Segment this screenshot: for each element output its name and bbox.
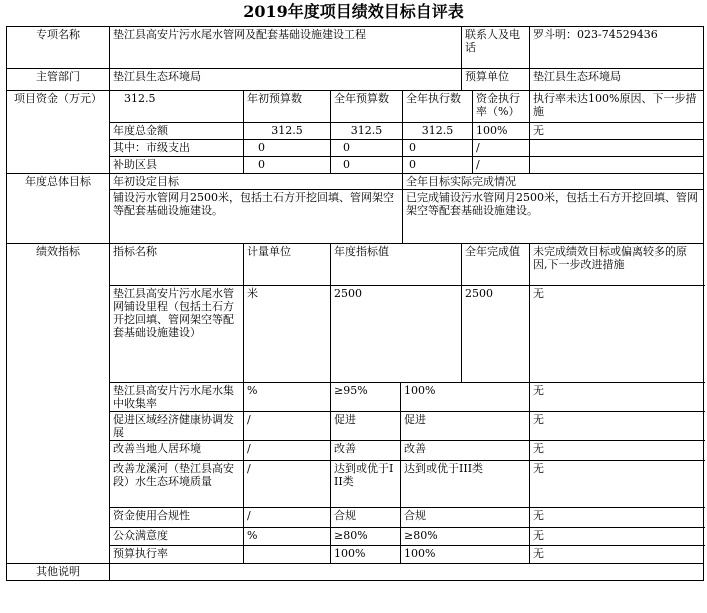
indicator-name: 垫江县高安片污水尾水集中收集率 — [110, 383, 244, 412]
indicator-name: 改善龙溪河（垫江县高安段）水生态环境质量 — [110, 461, 244, 508]
indicator-unit: / — [244, 461, 331, 508]
indicator-target: 2500 — [331, 286, 462, 383]
dept-value: 垫江县生态环境局 — [110, 69, 462, 91]
project-name: 垫江县高安片污水尾水管网及配套基础设施建设工程 — [110, 27, 462, 69]
indicator-done: 100% — [401, 546, 530, 564]
indicator-unit: 米 — [244, 286, 331, 383]
budget-unit-label: 预算单位 — [462, 69, 530, 91]
perf-label: 绩效指标 — [7, 244, 110, 564]
indicator-reason: 无 — [530, 508, 704, 528]
funds-rate: / — [473, 157, 530, 174]
indicator-target: 促进 — [331, 412, 401, 441]
header-indicator-name: 指标名称 — [110, 244, 244, 286]
goals-label: 年度总体目标 — [7, 174, 110, 244]
funds-row — [7, 140, 704, 157]
contact-label: 联系人及电话 — [462, 27, 530, 69]
indicator-done: 合规 — [401, 508, 530, 528]
funds-rate: 100% — [473, 123, 530, 140]
indicator-reason: 无 — [530, 383, 704, 412]
indicator-reason: 无 — [530, 528, 704, 546]
funds-rate: / — [473, 140, 530, 157]
funds-reason — [530, 157, 704, 174]
funds-row — [7, 123, 704, 140]
indicator-reason: 无 — [530, 546, 704, 564]
dept-label: 主管部门 — [7, 69, 110, 91]
indicator-done: 达到或优于III类 — [401, 461, 530, 508]
indicator-name: 促进区域经济健康协调发展 — [110, 412, 244, 441]
other-value — [110, 564, 704, 581]
funds-top-value: 312.5 — [110, 91, 244, 123]
goals-actual-label: 全年目标实际完成情况 — [403, 174, 704, 190]
contact-value: 罗斗明：023-74529436 — [530, 27, 704, 69]
indicator-unit — [244, 546, 331, 564]
indicator-reason: 无 — [530, 286, 704, 383]
indicator-unit: / — [244, 508, 331, 528]
goals-actual-value: 已完成铺设污水管网月2500米，包括土石方开挖回填、管网架空等配套基础设施建设。 — [403, 190, 704, 244]
indicator-target: 达到或优于III类 — [331, 461, 401, 508]
funds-initial: 0 — [244, 157, 331, 174]
evaluation-table — [6, 26, 704, 581]
indicator-target: 改善 — [331, 441, 401, 461]
header-executed: 全年执行数 — [403, 91, 473, 123]
indicator-target: ≥80% — [331, 528, 401, 546]
indicator-row — [7, 461, 704, 508]
header-initial-budget: 年初预算数 — [244, 91, 331, 123]
indicator-done: 改善 — [401, 441, 530, 461]
funds-row-label: 补助区县 — [110, 157, 244, 174]
indicator-row — [7, 412, 704, 441]
funds-annual: 0 — [331, 157, 403, 174]
indicator-target: ≥95% — [331, 383, 401, 412]
project-name-label: 专项名称 — [7, 27, 110, 69]
funds-label: 项目资金（万元） — [7, 91, 110, 174]
indicator-name: 垫江县高安片污水尾水管网铺设里程（包括土石方开挖回填、管网架空等配套基础设施建设） — [110, 286, 244, 383]
indicator-reason: 无 — [530, 441, 704, 461]
funds-initial: 0 — [244, 140, 331, 157]
indicator-done: 100% — [401, 383, 530, 412]
funds-row-label: 其中：市级支出 — [110, 140, 244, 157]
funds-annual: 0 — [331, 140, 403, 157]
funds-row — [7, 157, 704, 174]
funds-initial: 312.5 — [244, 123, 331, 140]
funds-reason — [530, 140, 704, 157]
indicator-name: 预算执行率 — [110, 546, 244, 564]
indicator-unit: / — [244, 412, 331, 441]
header-annual-budget: 全年预算数 — [331, 91, 403, 123]
funds-executed: 0 — [403, 140, 473, 157]
indicator-done: ≥80% — [401, 528, 530, 546]
funds-reason: 无 — [530, 123, 704, 140]
indicator-unit: % — [244, 383, 331, 412]
other-label: 其他说明 — [7, 564, 110, 581]
header-exec-rate: 资金执行率（%） — [473, 91, 530, 123]
indicator-row — [7, 383, 704, 412]
indicator-unit: % — [244, 528, 331, 546]
indicator-row — [7, 508, 704, 528]
indicator-reason: 无 — [530, 412, 704, 441]
funds-executed: 0 — [403, 157, 473, 174]
funds-executed: 312.5 — [403, 123, 473, 140]
indicator-target: 100% — [331, 546, 401, 564]
indicator-name: 资金使用合规性 — [110, 508, 244, 528]
indicator-unit: / — [244, 441, 331, 461]
page-title: 2019年度项目绩效目标自评表 — [243, 2, 464, 21]
indicator-target: 合规 — [331, 508, 401, 528]
funds-annual: 312.5 — [331, 123, 403, 140]
goals-set-value: 铺设污水管网月2500米，包括土石方开挖回填、管网架空等配套基础设施建设。 — [110, 190, 403, 244]
indicator-name: 改善当地人居环境 — [110, 441, 244, 461]
goals-set-label: 年初设定目标 — [110, 174, 403, 190]
indicator-row — [7, 441, 704, 461]
indicator-row — [7, 286, 704, 383]
indicator-row — [7, 546, 704, 564]
budget-unit-value: 垫江县生态环境局 — [530, 69, 704, 91]
indicator-row — [7, 528, 704, 546]
header-perf-reason: 未完成绩效目标或偏离较多的原因,下一步改进措施 — [530, 244, 704, 286]
funds-row-label: 年度总金额 — [110, 123, 244, 140]
header-unit: 计量单位 — [244, 244, 331, 286]
header-done: 全年完成值 — [462, 244, 530, 286]
indicator-reason: 无 — [530, 461, 704, 508]
indicator-done: 2500 — [462, 286, 530, 383]
header-target: 年度指标值 — [331, 244, 462, 286]
header-reason: 执行率未达100%原因、下一步措施 — [530, 91, 704, 123]
indicator-name: 公众满意度 — [110, 528, 244, 546]
indicator-done: 促进 — [401, 412, 530, 441]
